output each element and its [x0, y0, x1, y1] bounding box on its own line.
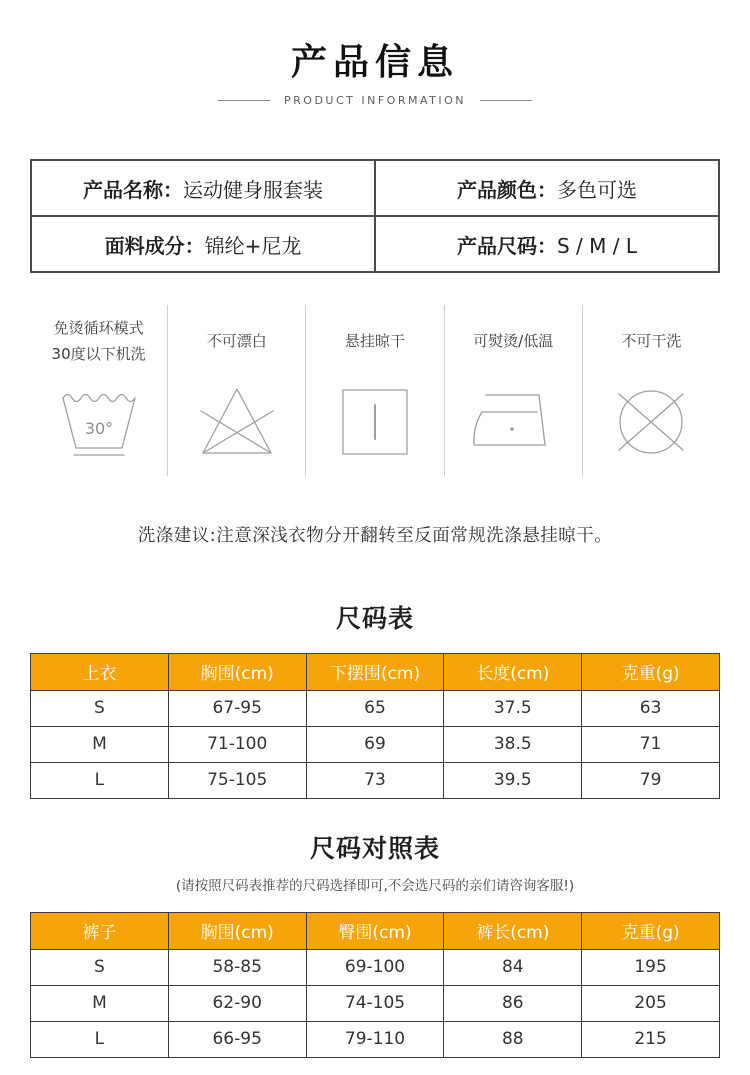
compare-table-header-row — [31, 912, 720, 949]
size-table-header: 上衣 — [31, 653, 169, 690]
size-cell: S — [31, 690, 169, 726]
size-cell: 69-100 — [306, 949, 444, 985]
size-cell: 37.5 — [444, 690, 582, 726]
compare-table-title: 尺码对照表 — [309, 833, 440, 863]
compare-table-row-m — [31, 985, 720, 1021]
care-instructions-row — [30, 305, 720, 476]
size-cell: 75-105 — [168, 762, 306, 798]
compare-table-header: 胸围(cm) — [168, 912, 306, 949]
size-cell: 69 — [306, 726, 444, 762]
size-table-header: 下摆围(cm) — [306, 653, 444, 690]
size-table-bottom — [30, 912, 720, 1058]
compare-table-header: 裤长(cm) — [444, 912, 582, 949]
size-cell: S — [31, 949, 169, 985]
size-table-title: 尺码表 — [335, 603, 414, 633]
care-label — [621, 315, 681, 367]
size-cell: L — [31, 762, 169, 798]
product-info-row — [31, 160, 719, 216]
size-cell: 73 — [306, 762, 444, 798]
compare-table-header: 裤子 — [31, 912, 169, 949]
care-label-line1: 可熨烫/低温 — [473, 331, 554, 350]
size-cell: 71-100 — [168, 726, 306, 762]
size-cell: 39.5 — [444, 762, 582, 798]
compare-table-header: 克重(g) — [582, 912, 720, 949]
care-label-line1: 不可干洗 — [621, 331, 682, 350]
product-size-label: 产品尺码： — [457, 233, 557, 258]
care-item-machine-wash — [30, 305, 168, 476]
compare-table-header: 臀围(cm) — [306, 912, 444, 949]
wash-advice-text: 洗涤建议:注意深浅衣物分开翻转至反面常规洗涤悬挂晾干。 — [137, 525, 613, 546]
care-label — [345, 315, 405, 367]
care-label-line2: 30度以下机洗 — [51, 345, 146, 364]
size-table-row-s — [31, 690, 720, 726]
size-table-header: 胸围(cm) — [168, 653, 306, 690]
care-label — [207, 315, 267, 367]
size-cell: 66-95 — [168, 1021, 306, 1057]
size-cell: 65 — [306, 690, 444, 726]
product-size-cell — [375, 216, 719, 272]
hang-dry-icon — [327, 381, 423, 463]
machine-wash-30-icon — [51, 382, 147, 464]
no-dry-clean-icon — [603, 381, 699, 463]
size-table-header-row — [31, 653, 720, 690]
size-cell: M — [31, 726, 169, 762]
size-cell: 71 — [582, 726, 720, 762]
fabric-label: 面料成分： — [104, 233, 205, 258]
no-bleach-icon — [189, 381, 285, 463]
product-color-value: 多色可选 — [557, 177, 637, 202]
svg-text:30°: 30° — [84, 418, 113, 438]
size-cell: 88 — [444, 1021, 582, 1057]
compare-table-row-l — [31, 1021, 720, 1057]
care-item-no-bleach — [168, 305, 306, 476]
care-label — [52, 315, 146, 368]
size-cell: 215 — [582, 1021, 720, 1057]
size-cell: 38.5 — [444, 726, 582, 762]
size-cell: 62-90 — [168, 985, 306, 1021]
size-table-row-l — [31, 762, 720, 798]
size-table-top — [30, 653, 720, 799]
size-table-header: 长度(cm) — [444, 653, 582, 690]
product-info-row — [31, 216, 719, 272]
product-info-table — [30, 159, 720, 273]
compare-table-note: (请按照尺码表推荐的尺码选择即可,不会选尺码的亲们请咨询客服!) — [175, 877, 575, 894]
product-color-cell — [375, 160, 719, 216]
size-cell: 74-105 — [306, 985, 444, 1021]
subtitle-left-line — [218, 100, 270, 101]
product-size-value: S / M / L — [557, 233, 637, 258]
size-cell: 79 — [582, 762, 720, 798]
care-label — [473, 315, 553, 367]
size-cell: 79-110 — [306, 1021, 444, 1057]
size-cell: 205 — [582, 985, 720, 1021]
care-label-line1: 悬挂晾干 — [345, 331, 406, 350]
care-label-line1: 免烫循环模式 — [53, 319, 144, 337]
fabric-value: 锦纶+尼龙 — [204, 233, 302, 258]
compare-table-row-s — [31, 949, 720, 985]
product-name-label: 产品名称： — [83, 177, 183, 202]
care-item-hang-dry — [306, 305, 444, 476]
subtitle-right-line — [480, 100, 532, 101]
size-cell: M — [31, 985, 169, 1021]
fabric-cell — [31, 216, 375, 272]
page-subtitle-row — [0, 94, 750, 107]
size-cell: L — [31, 1021, 169, 1057]
size-cell: 84 — [444, 949, 582, 985]
care-label-line1: 不可漂白 — [206, 331, 267, 350]
size-table-header: 克重(g) — [582, 653, 720, 690]
page-title: 产品信息 — [290, 42, 459, 83]
page-subtitle: PRODUCT INFORMATION — [284, 94, 466, 107]
product-name-value: 运动健身服套装 — [183, 177, 323, 202]
size-cell: 58-85 — [168, 949, 306, 985]
size-cell: 195 — [582, 949, 720, 985]
size-cell: 63 — [582, 690, 720, 726]
care-item-no-dry-clean — [583, 305, 720, 476]
product-name-cell — [31, 160, 375, 216]
care-item-iron-low — [445, 305, 583, 476]
size-cell: 86 — [444, 985, 582, 1021]
iron-low-temp-icon — [465, 381, 561, 463]
product-color-label: 产品颜色： — [457, 177, 557, 202]
size-cell: 67-95 — [168, 690, 306, 726]
size-table-row-m — [31, 726, 720, 762]
